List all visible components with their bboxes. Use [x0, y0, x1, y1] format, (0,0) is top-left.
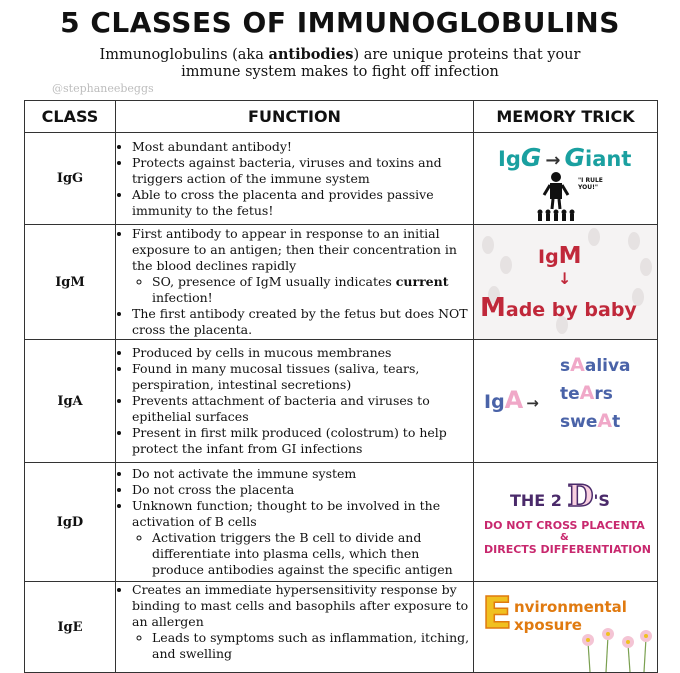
memory-cell — [474, 340, 658, 463]
table-row — [25, 463, 658, 582]
function-list — [116, 582, 473, 662]
ige-line-2: xposure — [514, 616, 582, 634]
trick-part: ade by baby — [505, 299, 637, 321]
trick-part: swe — [560, 412, 598, 432]
class-cell: IgD — [25, 463, 116, 582]
list-item-text: Unknown function; thought to be involved in the activation of B cells — [132, 498, 441, 529]
trick-letter: G — [564, 143, 586, 172]
list-item: • Prevents attachment of bacteria and viruses to epithelial surfaces — [132, 393, 473, 425]
sub-list-item: ◦ Activation triggers the B cell to divide and differentiate into plasma cells, which then produce antibodies against the specific antigen — [152, 530, 473, 578]
iga-trick-left — [484, 386, 542, 414]
function-cell — [116, 582, 474, 673]
watermark: @stephaneebeggs — [52, 82, 154, 95]
trick-part: Ig — [538, 246, 559, 268]
flowers-icon — [574, 626, 658, 672]
iga-word-saliva — [560, 354, 631, 376]
function-list — [116, 139, 473, 219]
function-list — [116, 466, 473, 578]
column-header-memory: MEMORY TRICK — [474, 101, 658, 133]
function-list — [116, 226, 473, 338]
list-item: • The first antibody created by the fetus but does NOT cross the placenta. — [132, 306, 473, 338]
subtitle-bold: antibodies — [268, 46, 354, 63]
iga-word-tears — [560, 382, 613, 404]
class-cell: IgE — [25, 582, 116, 673]
arrow-down-icon: ↓ — [558, 269, 572, 288]
trick-part: s — [560, 356, 571, 376]
trick-letter: A — [570, 354, 585, 376]
memory-cell — [474, 225, 658, 340]
trick-part: rs — [594, 384, 613, 404]
function-cell — [116, 225, 474, 340]
list-item — [132, 226, 473, 306]
class-cell: IgM — [25, 225, 116, 340]
trick-letter: M — [558, 243, 582, 269]
list-item — [132, 498, 473, 578]
function-cell — [116, 340, 474, 463]
sub-text: SO, presence of IgM usually indicates — [152, 274, 396, 289]
trick-letter: A — [579, 382, 595, 404]
sub-list — [132, 274, 473, 306]
arrow-icon: → — [526, 394, 539, 412]
list-item: • Found in many mucosal tissues (saliva, tears, perspiration, intestinal secretions) — [132, 361, 473, 393]
page-subtitle — [70, 46, 610, 81]
subtitle-pre: Immunoglobulins (aka — [99, 47, 269, 63]
sub-bold: current — [395, 274, 449, 289]
header-row — [25, 101, 658, 133]
trick-part: 'S — [593, 491, 610, 510]
sub-list — [132, 530, 473, 578]
trick-part: aliva — [584, 356, 631, 376]
trick-letter: D — [567, 479, 594, 514]
function-list — [116, 345, 473, 457]
trick-part: iant — [585, 147, 632, 171]
speech-bubble: "I RULE YOU!" — [578, 177, 603, 191]
iga-word-sweat — [560, 410, 620, 432]
igm-trick-top — [538, 243, 582, 269]
list-item: • Present in first milk produced (colostrum) to help protect the infant from GI infections — [132, 425, 473, 457]
igg-trick-text — [498, 143, 631, 172]
trick-letter: G — [520, 143, 542, 172]
memory-cell — [474, 463, 658, 582]
trick-letter: A — [597, 410, 613, 432]
page-title: 5 CLASSES OF IMMUNOGLOBULINS — [60, 6, 620, 39]
arrow-icon: → — [545, 150, 561, 171]
list-item: • Produced by cells in mucous membranes — [132, 345, 473, 361]
trick-part: t — [612, 412, 621, 432]
list-item — [132, 582, 473, 662]
function-cell — [116, 463, 474, 582]
subtitle-post: ) are unique proteins that your immune system makes to fight off infection — [181, 47, 581, 80]
igd-trick-heading — [510, 479, 610, 514]
memory-cell — [474, 133, 658, 225]
table-row — [25, 582, 658, 673]
igd-line-2: DIRECTS DIFFERENTIATION — [484, 543, 651, 556]
trick-part: Ig — [484, 391, 505, 413]
igd-ampersand: & — [560, 532, 569, 543]
ige-line-1: nvironmental — [514, 598, 627, 616]
class-cell: IgG — [25, 133, 116, 225]
trick-part: Ig — [498, 147, 521, 171]
sub-text: infection! — [152, 290, 213, 305]
trick-part: THE 2 — [510, 491, 562, 510]
trick-letter: A — [504, 386, 524, 414]
function-cell — [116, 133, 474, 225]
trick-part: te — [560, 384, 580, 404]
sub-list-item: ◦ Leads to symptoms such as inflammation, itching, and swelling — [152, 630, 473, 662]
list-item: • Protects against bacteria, viruses and toxins and triggers action of the immune system — [132, 155, 473, 187]
table-row — [25, 340, 658, 463]
immunoglobulin-table — [24, 100, 658, 673]
column-header-class: CLASS — [25, 101, 116, 133]
igd-line-1: DO NOT CROSS PLACENTA — [484, 519, 645, 532]
trick-letter: M — [480, 293, 506, 323]
memory-cell — [474, 582, 658, 673]
sub-list-item — [152, 274, 473, 306]
list-item-text: First antibody to appear in response to an initial exposure to an antigen; then their concentration in the blood declines rapidly — [132, 226, 457, 273]
list-item: • Able to cross the placenta and provides passive immunity to the fetus! — [132, 187, 473, 219]
sub-list — [132, 630, 473, 662]
class-cell: IgA — [25, 340, 116, 463]
list-item: • Do not cross the placenta — [132, 482, 473, 498]
igm-trick-bottom — [480, 293, 637, 323]
list-item: • Most abundant antibody! — [132, 139, 473, 155]
ige-big-letter: E — [482, 588, 513, 639]
list-item: • Do not activate the immune system — [132, 466, 473, 482]
table-row — [25, 133, 658, 225]
table-row — [25, 225, 658, 340]
list-item-text: Creates an immediate hypersensitivity response by binding to mast cells and basophils after exposure to an allergen — [132, 582, 469, 629]
column-header-function: FUNCTION — [116, 101, 474, 133]
